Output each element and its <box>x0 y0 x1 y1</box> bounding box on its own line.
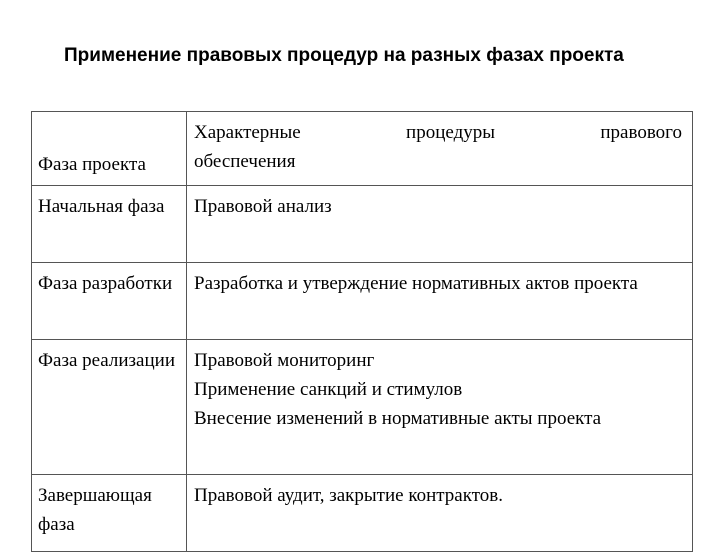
header-procedures-line-2: обеспечения <box>194 151 296 172</box>
procedure-item: Правовой аудит, закрытие контрактов. <box>194 485 503 506</box>
phase-cell: Фаза реализации <box>32 340 187 475</box>
procedures-cell <box>187 340 693 475</box>
procedure-item: Правовой анализ <box>194 196 332 217</box>
table-header-row <box>32 112 693 186</box>
table-row <box>32 263 693 340</box>
procedure-item: Внесение изменений в нормативные акты проекта <box>194 408 602 429</box>
phase-cell: Начальная фаза <box>32 186 187 263</box>
procedures-cell <box>187 263 693 340</box>
phase-cell: Завершающая фаза <box>32 475 187 552</box>
header-procedures-line-1: Характерные процедуры правового <box>194 122 682 143</box>
table-row <box>32 186 693 263</box>
procedure-item: Правовой мониторинг <box>194 350 375 371</box>
procedures-cell <box>187 186 693 263</box>
procedure-item: Применение санкций и стимулов <box>194 379 463 400</box>
legal-procedures-table <box>31 111 693 552</box>
table-row <box>32 340 693 475</box>
procedure-item: Разработка и утверждение нормативных актов проекта <box>194 273 638 294</box>
page-title: Применение правовых процедур на разных фазах проекта <box>64 45 624 66</box>
header-procedures-cell <box>187 112 693 186</box>
phase-cell: Фаза разработки <box>32 263 187 340</box>
header-phase-cell: Фаза проекта <box>32 112 187 186</box>
